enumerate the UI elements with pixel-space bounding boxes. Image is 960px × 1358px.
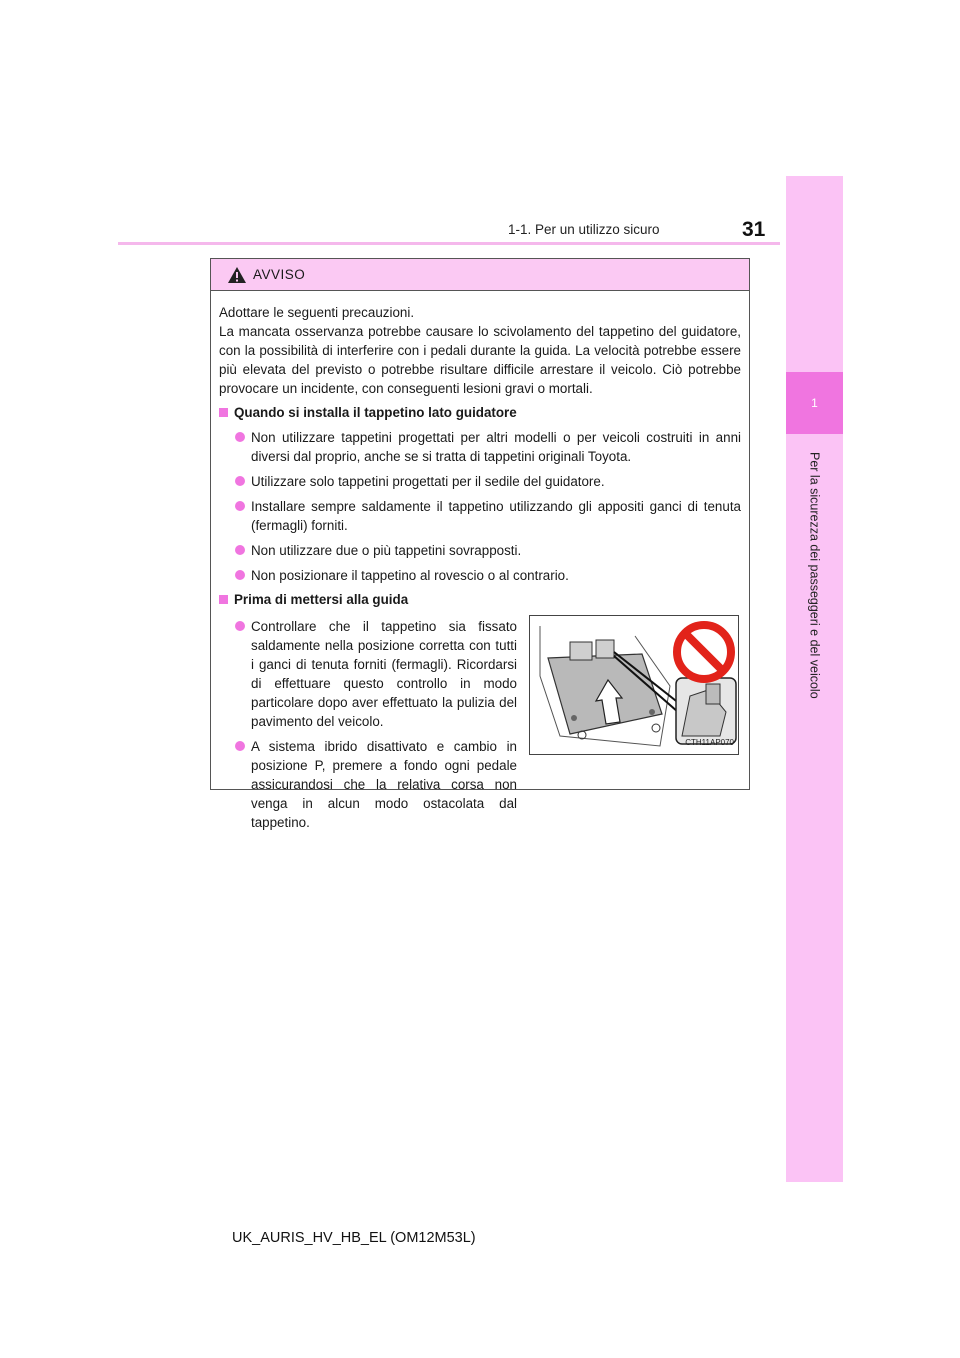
chapter-title-wrap <box>786 440 843 710</box>
page-number: 31 <box>742 218 766 241</box>
driving-section <box>219 611 741 832</box>
floor-mat-illustration <box>529 615 739 755</box>
warning-box <box>210 258 750 830</box>
section-heading-text: Quando si installa il tappetino lato guidatore <box>234 405 517 420</box>
list-item <box>219 428 741 466</box>
intro-text: La mancata osservanza potrebbe causare lo scivolamento del tappetino del guidatore, con la possibilità di interferire con i pedali durante la guida. La velocità potrebbe essere più elevata del previsto o potrebbe risultare difficile arrestare il veicolo. Ciò potrebbe provocare un incidente, con conseguenti lesioni gravi o mortali. <box>219 324 741 396</box>
bullet-dot-icon <box>235 621 245 631</box>
list-item-text: Utilizzare solo tappetini progettati per il sedile del guidatore. <box>251 474 605 489</box>
bullet-dot-icon <box>235 741 245 751</box>
warning-body <box>211 291 749 832</box>
bullet-dot-icon <box>235 501 245 511</box>
list-item <box>219 541 741 560</box>
list-item-text: Controllare che il tappetino sia fissato saldamente nella posizione corretta con tutti i ganci di tenuta forniti (fermagli). Ricordarsi di effettuare questo controllo in modo particolare dopo aver effettuato la pulizia del pavimento del veicolo. <box>251 619 517 729</box>
bullet-dot-icon <box>235 570 245 580</box>
square-bullet-icon <box>219 595 228 604</box>
section-heading-driving <box>219 590 741 609</box>
warning-header <box>211 259 749 291</box>
section-heading-text: Prima di mettersi alla guida <box>234 592 409 607</box>
bullet-dot-icon <box>235 476 245 486</box>
warning-title: AVVISO <box>253 267 306 282</box>
list-item-text: Non utilizzare tappetini progettati per altri modelli o per veicoli costruiti in anni diversi dal proprio, anche se si tratta di tappetini originali Toyota. <box>251 430 741 464</box>
list-item-text: A sistema ibrido disattivato e cambio in posizione P, premere a fondo ogni pedale assicurandosi che la relativa corsa non venga in alcun modo ostacolata dal tappetino. <box>251 739 517 830</box>
driving-list <box>219 611 517 832</box>
list-item-text: Installare sempre saldamente il tappetino utilizzando gli appositi ganci di tenuta (fermagli) forniti. <box>251 499 741 533</box>
list-item <box>219 737 517 832</box>
figure-code: CTH11AP070 <box>685 738 734 747</box>
bullet-dot-icon <box>235 545 245 555</box>
list-item <box>219 497 741 535</box>
section-heading-install <box>219 403 741 422</box>
warning-triangle-icon <box>227 266 247 284</box>
intro-line: Adottare le seguenti precauzioni. <box>219 305 415 320</box>
chapter-number: 1 <box>811 396 818 410</box>
chapter-title: Per la sicurezza dei passeggeri e del veicolo <box>807 451 822 699</box>
list-item-text: Non utilizzare due o più tappetini sovrapposti. <box>251 543 522 558</box>
bullet-dot-icon <box>235 432 245 442</box>
square-bullet-icon <box>219 408 228 417</box>
list-item <box>219 472 741 491</box>
list-item-text: Non posizionare il tappetino al rovescio o al contrario. <box>251 568 569 583</box>
document-code: UK_AURIS_HV_HB_EL (OM12M53L) <box>232 1230 476 1246</box>
prohibition-icon <box>672 620 736 684</box>
section-title: 1-1. Per un utilizzo sicuro <box>508 222 660 237</box>
list-item <box>219 617 517 731</box>
header-rule <box>118 242 780 245</box>
list-item <box>219 566 741 585</box>
